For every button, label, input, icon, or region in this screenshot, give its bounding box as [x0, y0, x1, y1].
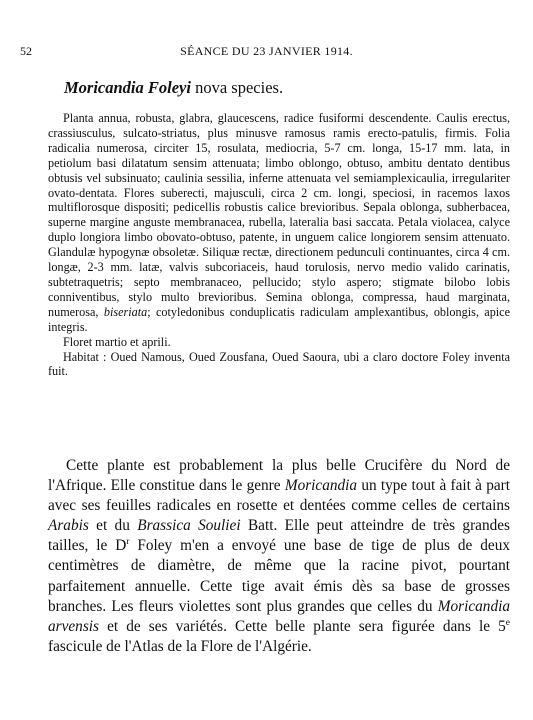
- superscript: r: [126, 537, 130, 548]
- latin-description-text: ; cotyledonibus conduplicatis radiculam amplexantibus, oblongis, apice integris.: [48, 304, 510, 334]
- latin-description-text: Planta annua, robusta, glabra, glaucescens, radice fusiformi descendente. Caulis erectus, crassiusculus, sulcato-striatus, plus minusve ramosus ramis erecto-patulis, firmis. Folia radicalia numerosa, circiter 15, rosulata, mediocria, 5-7 cm. longa, 15-17 mm. lata, in petiolum basi dilatatum sensim attenuata; limbo oblongo, obtuso, ambitu dentato dentibus obtusis vel subsinuato; caulinia sessilia, inferne attenuata vel semiamplexicaulia, irregulariter ovato-dentata. Flores suberecti, majusculi, circa 2 cm. longi, speciosi, in racemos laxos multiflorosque dispositi; pedicellis robustis calice brevioribus. Sepala oblonga, subherbacea, superne margine anguste membranacea, rubella, lateralia basi saccata. Petala violacea, calyce duplo longiora limbo obovato-obtuso, patente, in unguem calice longiorem sensim attenuato. Glandulæ hypogynæ obsoletæ. Siliquæ rectæ, directionem pedunculi continuantes, circa 4 cm. longæ, 2-3 mm. latæ, valvis subcoriaceis, haud torulosis, nervo medio valido carinatis, subtetraquetris; septo membranaceo, pellucido; stylo aspero; stigmate bilobo lobis conniventibus, stylo multo brevioribus. Semina oblonga, compressa, haud marginata, numerosa,: [48, 111, 510, 319]
- habitat: Habitat : Oued Namous, Oued Zousfana, Oued Saoura, ubi a claro doctore Foley inventa fuit.: [48, 349, 510, 379]
- page-header: [20, 44, 513, 60]
- latin-description-italic: biseriata: [103, 304, 148, 319]
- flowering-period: Floret martio et aprili.: [63, 334, 171, 349]
- commentary-text: un type tout à fait à part avec ses feuilles radicales en rosette et dentées comme celles de certains: [48, 477, 510, 515]
- species-name-italic: Brassica Souliei: [137, 517, 241, 535]
- french-commentary: [48, 456, 510, 657]
- commentary-text: Batt. Elle peut atteindre de très grandes tailles, le D: [48, 517, 510, 555]
- genus-name: Moricandia: [284, 477, 358, 495]
- species-title: [64, 78, 283, 98]
- latin-description: [48, 111, 510, 335]
- genus-name: Arabis: [48, 517, 89, 535]
- commentary-text: et du: [88, 517, 138, 535]
- commentary-text: Cette plante est probablement la plus belle Crucifère du Nord de l'Afrique. Elle constitue dans le genre: [48, 457, 510, 495]
- commentary-text: Foley m'en a envoyé une base de tige de plus de deux centimètres de diamètre, de même que la racine pivot, pourtant parfaitement annuelle. Cette tige avait émis dès sa base de grosses branches. Les fleurs violettes sont plus grandes que celles du: [48, 537, 510, 615]
- species-name-italic: Moricandia arvensis: [48, 597, 510, 635]
- page-number: 52: [20, 44, 32, 58]
- superscript: e: [505, 617, 510, 628]
- latin-description-block: [48, 111, 510, 379]
- commentary-text: fascicule de l'Atlas de la Flore de l'Algérie.: [48, 637, 312, 655]
- species-name: Moricandia Foleyi: [64, 78, 191, 97]
- running-head: SÉANCE DU 23 JANVIER 1914.: [180, 44, 353, 58]
- species-note: nova species.: [190, 78, 284, 97]
- commentary-text: et de ses variétés. Cette belle plante sera figurée dans le 5: [99, 617, 506, 635]
- commentary-paragraph: [48, 456, 510, 657]
